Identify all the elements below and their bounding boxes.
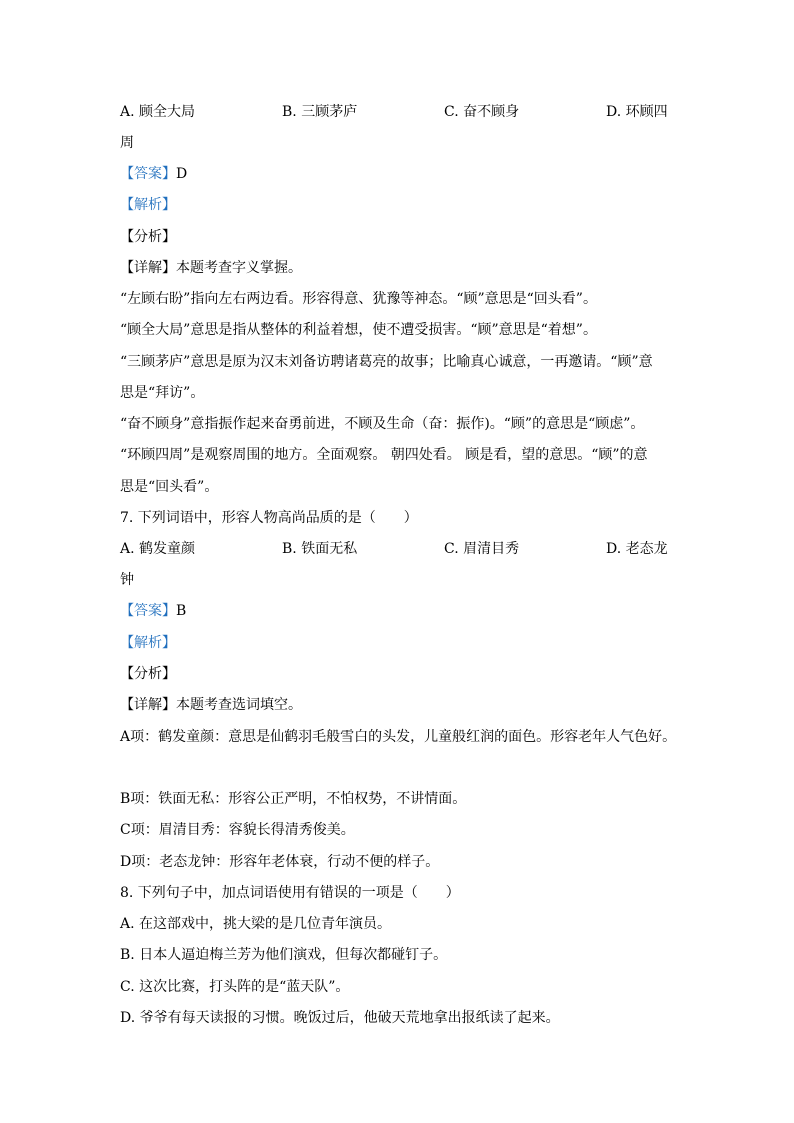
xiangjie-tag: 【详解】: [120, 697, 176, 713]
q7-option-a: A. 鹤发童颜: [120, 541, 196, 557]
q6-jiexi-heading: 【解析】: [120, 197, 176, 213]
q7-option-c: C. 眉清目秀: [444, 541, 520, 557]
q8-option-a: A. 在这部戏中，挑大梁的是几位青年演员。: [120, 916, 392, 932]
q8-stem: 8. 下列句子中，加点词语使用有错误的一项是（ ）: [120, 885, 460, 901]
q7-stem: 7. 下列词语中，形容人物高尚品质的是（ ）: [120, 510, 418, 526]
q6-explanation-line: “左顾右盼”指向左右两边看。形容得意、犹豫等神态。“顾”意思是“回头看”。: [120, 291, 597, 307]
q7-explanation-line: C项：眉清目秀：容貌长得清秀俊美。: [120, 822, 355, 838]
xiangjie-text: 本题考查选词填空。: [176, 697, 302, 713]
answer-tag: 【答案】: [120, 166, 176, 182]
q8-option-b: B. 日本人逼迫梅兰芳为他们演戏，但每次都碰钉子。: [120, 947, 448, 963]
q7-xiangjie: [120, 695, 302, 715]
q6-option-b: B. 三顾茅庐: [282, 104, 358, 120]
q8-option-d: D. 爷爷有每天读报的习惯。晚饭过后，他破天荒地拿出报纸读了起来。: [120, 1010, 560, 1026]
q6-option-a: A. 顾全大局: [120, 104, 196, 120]
q8-option-c: C. 这次比赛，打头阵的是“蓝天队”。: [120, 979, 350, 995]
q6-option-d: D. 环顾四: [606, 104, 668, 120]
xiangjie-tag: 【详解】: [120, 260, 176, 276]
q6-explanation-line: “顾全大局”意思是指从整体的利益着想，使不遭受损害。“顾”意思是“着想”。: [120, 322, 597, 338]
q6-option-c: C. 奋不顾身: [444, 104, 520, 120]
q6-option-d-continued: 周: [120, 135, 134, 151]
answer-value: B: [176, 603, 187, 619]
answer-tag: 【答案】: [120, 603, 176, 619]
q6-xiangjie: [120, 258, 302, 278]
q6-explanation-line: 思是“拜访”。: [120, 385, 205, 401]
q7-option-b: B. 铁面无私: [282, 541, 358, 557]
q7-fenxi-heading: 【分析】: [120, 666, 176, 682]
q7-jiexi-heading: 【解析】: [120, 635, 176, 651]
q6-explanation-line: “环顾四周”是观察周围的地方。全面观察。 朝四处看。 顾是看，望的意思。“顾”的意: [120, 447, 648, 463]
q6-explanation-line: “奋不顾身”意指振作起来奋勇前进，不顾及生命（奋：振作)。“顾”的意思是“顾虑”。: [120, 416, 645, 432]
q7-option-d: D. 老态龙: [606, 541, 668, 557]
q7-explanation-line: B项：铁面无私：形容公正严明，不怕权势，不讲情面。: [120, 791, 467, 807]
q6-explanation-line: “三顾茅庐”意思是原为汉末刘备访聘诸葛亮的故事；比喻真心诚意，一再邀请。“顾”意: [120, 354, 653, 370]
q6-answer: [120, 164, 187, 184]
q7-option-d-continued: 钟: [120, 572, 134, 588]
q7-explanation-line: A项：鹤发童颜：意思是仙鹤羽毛般雪白的头发，儿童般红润的面色。形容老年人气色好。: [120, 729, 677, 745]
q6-fenxi-heading: 【分析】: [120, 229, 176, 245]
q7-answer: [120, 601, 186, 621]
xiangjie-text: 本题考查字义掌握。: [176, 260, 302, 276]
q6-explanation-line: 思是“回头看”。: [120, 479, 219, 495]
q7-explanation-line: D项：老态龙钟：形容年老体衰，行动不便的样子。: [120, 854, 440, 870]
answer-value: D: [176, 166, 188, 182]
